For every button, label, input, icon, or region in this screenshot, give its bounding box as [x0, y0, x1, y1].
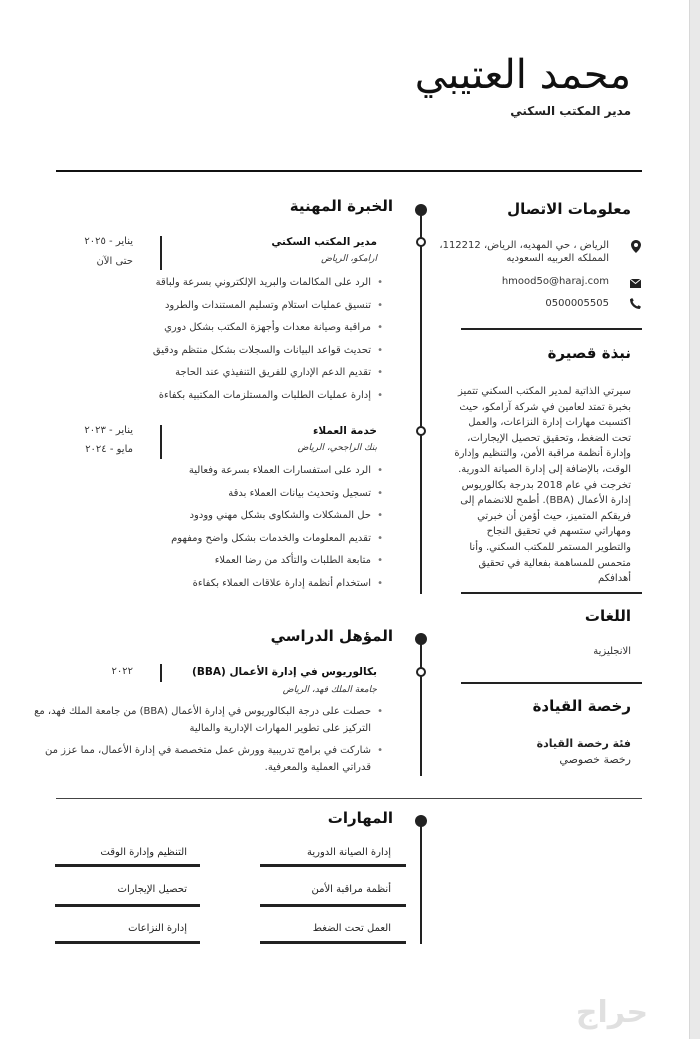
license-heading: رخصة القيادة — [532, 697, 631, 715]
skill-bar — [260, 864, 406, 867]
job1-end: حتى الآن — [96, 256, 133, 267]
job2-start: يناير - ٢٠٢٣ — [84, 425, 133, 436]
list-item: • تقديم المعلومات والخدمات بشكل واضح ومفهوم — [171, 528, 383, 551]
job1-company: ارامكو، الرياض — [321, 254, 377, 264]
experience-dot — [415, 204, 427, 216]
list-item: • مراقبة وصيانة معدات وأجهزة المكتب بشكل دوري — [153, 317, 383, 340]
education-timeline — [420, 638, 422, 776]
job2-tasks — [171, 460, 383, 595]
skill-item: إدارة الصيانة الدورية — [306, 847, 391, 858]
list-item: • تقديم الدعم الإداري للفريق التنفيذي عند الحاجة — [153, 362, 383, 385]
skill-item: العمل تحت الضغط — [312, 923, 391, 934]
skill-bar — [260, 904, 406, 907]
degree-title: بكالوريوس في إدارة الأعمال (BBA) — [192, 666, 377, 678]
watermark-text: حراج — [575, 995, 649, 1030]
job2-marker — [416, 426, 426, 436]
address-line-2: المملكه العربيه السعوديه — [506, 253, 609, 264]
education-heading: المؤهل الدراسي — [270, 627, 393, 645]
degree-marker — [416, 667, 426, 677]
list-item: • تنسيق عمليات استلام وتسليم المستندات والطرود — [153, 295, 383, 318]
summary-heading: نبذة قصيرة — [547, 344, 631, 362]
languages-heading: اللغات — [584, 607, 631, 625]
location-pin-icon — [630, 240, 642, 256]
skills-heading: المهارات — [327, 809, 393, 827]
skill-item: التنظيم وإدارة الوقت — [100, 847, 187, 858]
education-dot — [415, 633, 427, 645]
job1-tasks — [153, 272, 383, 407]
list-item: • إدارة عمليات الطلبات والمستلزمات المكتبية بكفاءة — [153, 385, 383, 408]
skills-timeline — [420, 820, 422, 944]
header-divider — [56, 170, 642, 172]
skill-item: إدارة النزاعات — [128, 923, 187, 934]
skills-divider — [56, 798, 642, 799]
job1-title: مدير المكتب السكني — [271, 236, 377, 248]
license-category-label: فئة رخصة القيادة — [536, 737, 631, 750]
degree-date-bar — [160, 664, 162, 682]
experience-timeline — [420, 210, 422, 594]
skill-bar — [55, 864, 200, 867]
languages-divider — [461, 682, 642, 684]
list-item: • حل المشكلات والشكاوى بشكل مهني وودود — [171, 505, 383, 528]
contact-heading: معلومات الاتصال — [507, 200, 631, 218]
job2-date-bar — [160, 425, 162, 459]
skills-dot — [415, 815, 427, 827]
candidate-name: محمد العتيبي — [414, 52, 631, 98]
graduation-year: ٢٠٢٢ — [111, 666, 133, 677]
address-line-1: الرياض ، حي المهديه، الرياض، 112212، — [439, 240, 609, 251]
skill-item: تحصيل الإيجارات — [117, 884, 187, 895]
haraj-watermark-icon — [532, 992, 692, 1034]
list-item: • متابعة الطلبات والتأكد من رضا العملاء — [171, 550, 383, 573]
skill-bar — [55, 904, 200, 907]
list-item: • شاركت في برامج تدريبية وورش عمل متخصصة في إدارة الأعمال، مما عزز من قدراتي العملية والمعرفية. — [33, 743, 383, 776]
address — [431, 239, 609, 265]
job2-company: بنك الراجحي، الرياض — [297, 443, 377, 453]
list-item: • حصلت على درجة البكالوريوس في إدارة الأعمال (BBA) من جامعة الملك فهد، مع التركيز على تطوير المهارات الإدارية والمالية — [33, 704, 383, 737]
skill-bar — [260, 941, 406, 944]
license-category-value: رخصة خصوصي — [559, 753, 631, 766]
list-item: • الرد على استفسارات العملاء بسرعة وفعالية — [171, 460, 383, 483]
summary-divider — [461, 592, 642, 594]
list-item: • تسجيل وتحديث بيانات العملاء بدقة — [171, 483, 383, 506]
contact-divider — [461, 328, 642, 330]
phone[interactable]: 0500005505 — [545, 298, 609, 309]
skill-item: أنظمة مراقبة الأمن — [311, 884, 391, 895]
phone-icon — [629, 298, 641, 312]
summary-text: سيرتي الذاتية لمدير المكتب السكني تتميز بخبرة تمتد لعامين في شركة آرامكو، حيث اكتسبت مهارات إدارة النزاعات، والعمل تحت الضغط، وتحقيق تحصيل الإيجارات، وإدارة أنظمة مراقبة الأمن، والتنظيم وإدارة الوقت، بالإضافة إلى إدارة الصيانة الدورية. تخرجت في عام 2018 بدرجة بكالوريوس إدارة الأعمال (BBA). أطمح للانضمام إلى فريقكم المتميز، حيث أؤمن أن خبرتي ومهاراتي ستسهم في تحقيق النجاح والتطوير المستمر للمكتب السكني. وأنا متحمس للمساهمة بفعالية في تحقيق أهدافكم — [454, 386, 631, 585]
list-item: • تحديث قواعد البيانات والسجلات بشكل منتظم ودقيق — [153, 340, 383, 363]
job1-marker — [416, 237, 426, 247]
school-name: جامعة الملك فهد، الرياض — [282, 685, 377, 695]
job1-date-bar — [160, 236, 162, 270]
email[interactable]: hmood5o@haraj.com — [501, 276, 609, 287]
job2-title: خدمة العملاء — [312, 425, 377, 437]
language-item: الانجليزية — [593, 646, 631, 657]
list-item: • استخدام أنظمة إدارة علاقات العملاء بكفاءة — [171, 573, 383, 596]
skill-bar — [55, 941, 200, 944]
list-item: • الرد على المكالمات والبريد الإلكتروني بسرعة ولباقة — [153, 272, 383, 295]
job1-start: يناير - ٢٠٢٥ — [84, 236, 133, 247]
experience-heading: الخبرة المهنية — [289, 197, 393, 215]
job2-end: مايو - ٢٠٢٤ — [85, 444, 133, 455]
education-points — [33, 704, 383, 782]
candidate-title: مدير المكتب السكني — [510, 104, 631, 118]
mail-icon — [629, 278, 641, 291]
